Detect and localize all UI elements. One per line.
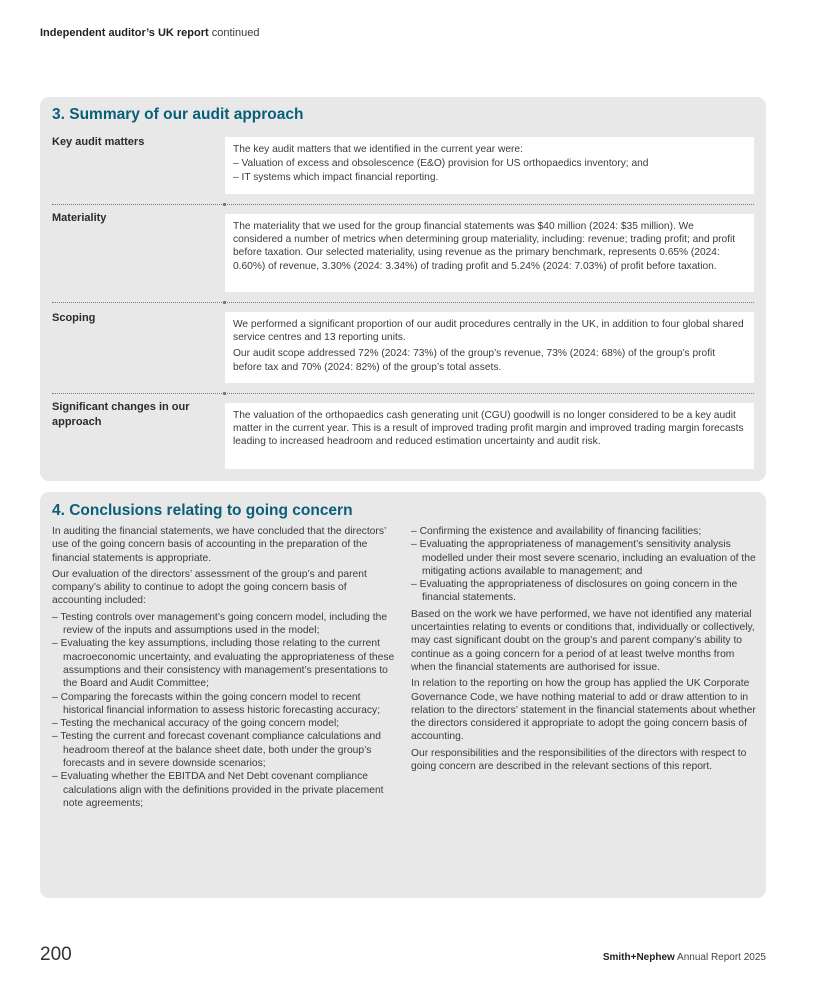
row-divider [52, 393, 754, 394]
significant-changes-label: Significant changes in our approach [52, 401, 190, 428]
list-item: – Evaluating the appropriateness of disclosures on going concern in the financial statements. [411, 579, 738, 604]
evaluation-procedures-list-continued [411, 525, 757, 605]
list-item: – Testing the current and forecast covenant compliance calculations and headroom thereof at the balance sheet date, both under the group’s forecasts and in severe downside scenarios; [52, 731, 381, 770]
significant-changes-text: The valuation of the orthopaedics cash generating unit (CGU) goodwill is no longer considered to be a key audit matter in the current year. This is a result of improved trading profit margin and improved trading margin forecasts leading to increased headroom and reduced estimation uncertainty and audit risk. [233, 410, 744, 448]
list-item: – Comparing the forecasts within the going concern model to recent historical financial information to assess historic forecasting accuracy; [52, 691, 381, 716]
list-item: – Evaluating the key assumptions, including those relating to the current macroeconomic uncertainty, and evaluating the appropriateness of these assumptions and their consistency with management’s presentations to the Board and Audit Committee; [52, 638, 395, 690]
scoping-box [225, 312, 754, 383]
scoping-label: Scoping [52, 312, 96, 324]
key-audit-matters-label: Key audit matters [52, 136, 145, 148]
report-name: Annual Report 2025 [677, 952, 766, 963]
list-item: – Evaluating whether the EBITDA and Net Debt covenant compliance calculations align with the definitions provided in the private placement note agreements; [52, 771, 384, 809]
key-audit-matters-intro: The key audit matters that we identified in the current year were: [233, 144, 523, 155]
audit-approach-summary-panel [40, 97, 766, 481]
scoping-text-2: Our audit scope addressed 72% (2024: 73%) of the group’s revenue, 73% (2024: 68%) of the group’s profit before tax and 70% (2024: 82%) of the group’s total assets. [233, 348, 716, 373]
running-head-suffix: continued [211, 27, 260, 39]
going-concern-right-column [411, 525, 757, 776]
row-divider [52, 302, 754, 303]
significant-changes-box [225, 403, 754, 469]
running-head [40, 27, 259, 39]
key-audit-matter-item: – IT systems which impact financial reporting. [233, 172, 439, 184]
materiality-label: Materiality [52, 212, 107, 224]
page-number: 200 [40, 944, 72, 965]
list-item: – Confirming the existence and availability of financing facilities; [411, 526, 702, 537]
key-audit-matter-item: – Valuation of excess and obsolescence (E&O) provision for US orthopaedics inventory; and [233, 158, 649, 170]
company-name: Smith+Nephew [602, 952, 675, 963]
governance-code-statement: In relation to the reporting on how the group has applied the UK Corporate Governance Code, we have nothing material to add or draw attention to in relation to the directors’ statement in the financial statements about whether the directors considered it appropriate to adopt the going concern basis of accounting. [411, 678, 756, 743]
section-4-heading: 4. Conclusions relating to going concern [52, 502, 353, 519]
going-concern-left-column [52, 525, 398, 813]
section-3-heading: 3. Summary of our audit approach [52, 106, 304, 123]
scoping-text-1: We performed a significant proportion of our audit procedures centrally in the UK, in addition to four global shared service centres and 13 reporting units. [233, 319, 744, 344]
row-divider [52, 204, 754, 205]
key-audit-matters-box [225, 137, 754, 194]
responsibilities-statement: Our responsibilities and the responsibilities of the directors with respect to going concern are described in the relevant sections of this report. [411, 747, 747, 773]
going-concern-panel [40, 492, 766, 898]
evaluation-procedures-list [52, 611, 398, 810]
list-item: – Evaluating the appropriateness of management’s sensitivity analysis modelled under their most severe scenario, including an evaluation of the mitigating actions available to management; and [411, 539, 756, 577]
list-item: – Testing the mechanical accuracy of the going concern model; [52, 718, 340, 730]
going-concern-intro-2: Our evaluation of the directors’ assessment of the group’s and parent company’s ability to continue to adopt the going concern basis of accounting included: [52, 568, 367, 607]
list-item: – Testing controls over management’s going concern model, including the review of the inputs and assumptions used in the model; [52, 611, 388, 637]
running-head-title: Independent auditor’s UK report [40, 27, 209, 39]
footer-brand [603, 952, 766, 963]
materiality-box [225, 214, 754, 292]
materiality-text: The materiality that we used for the group financial statements was $40 million (2024: $35 million). We considered a number of metrics when determining group materiality, including: revenue; trading profit; and profit before taxation. Our selected materiality, using revenue as the primary benchmark, represents 0.65% (2024: 0.60%) of revenue, 3.30% (2024: 3.34%) of trading profit and 5.24% (2024: 7.03%) of profit before taxation. [233, 221, 736, 272]
going-concern-intro-1: In auditing the financial statements, we have concluded that the directors’ use of the going concern basis of accounting in the preparation of the financial statements is appropriate. [52, 526, 386, 564]
going-concern-conclusion: Based on the work we have performed, we have not identified any material uncertainties relating to events or conditions that, individually or collectively, may cast significant doubt on the group’s and parent company’s ability to continue as a going concern for a period of at least twelve months from when the financial statements are authorised for issue. [411, 608, 755, 673]
